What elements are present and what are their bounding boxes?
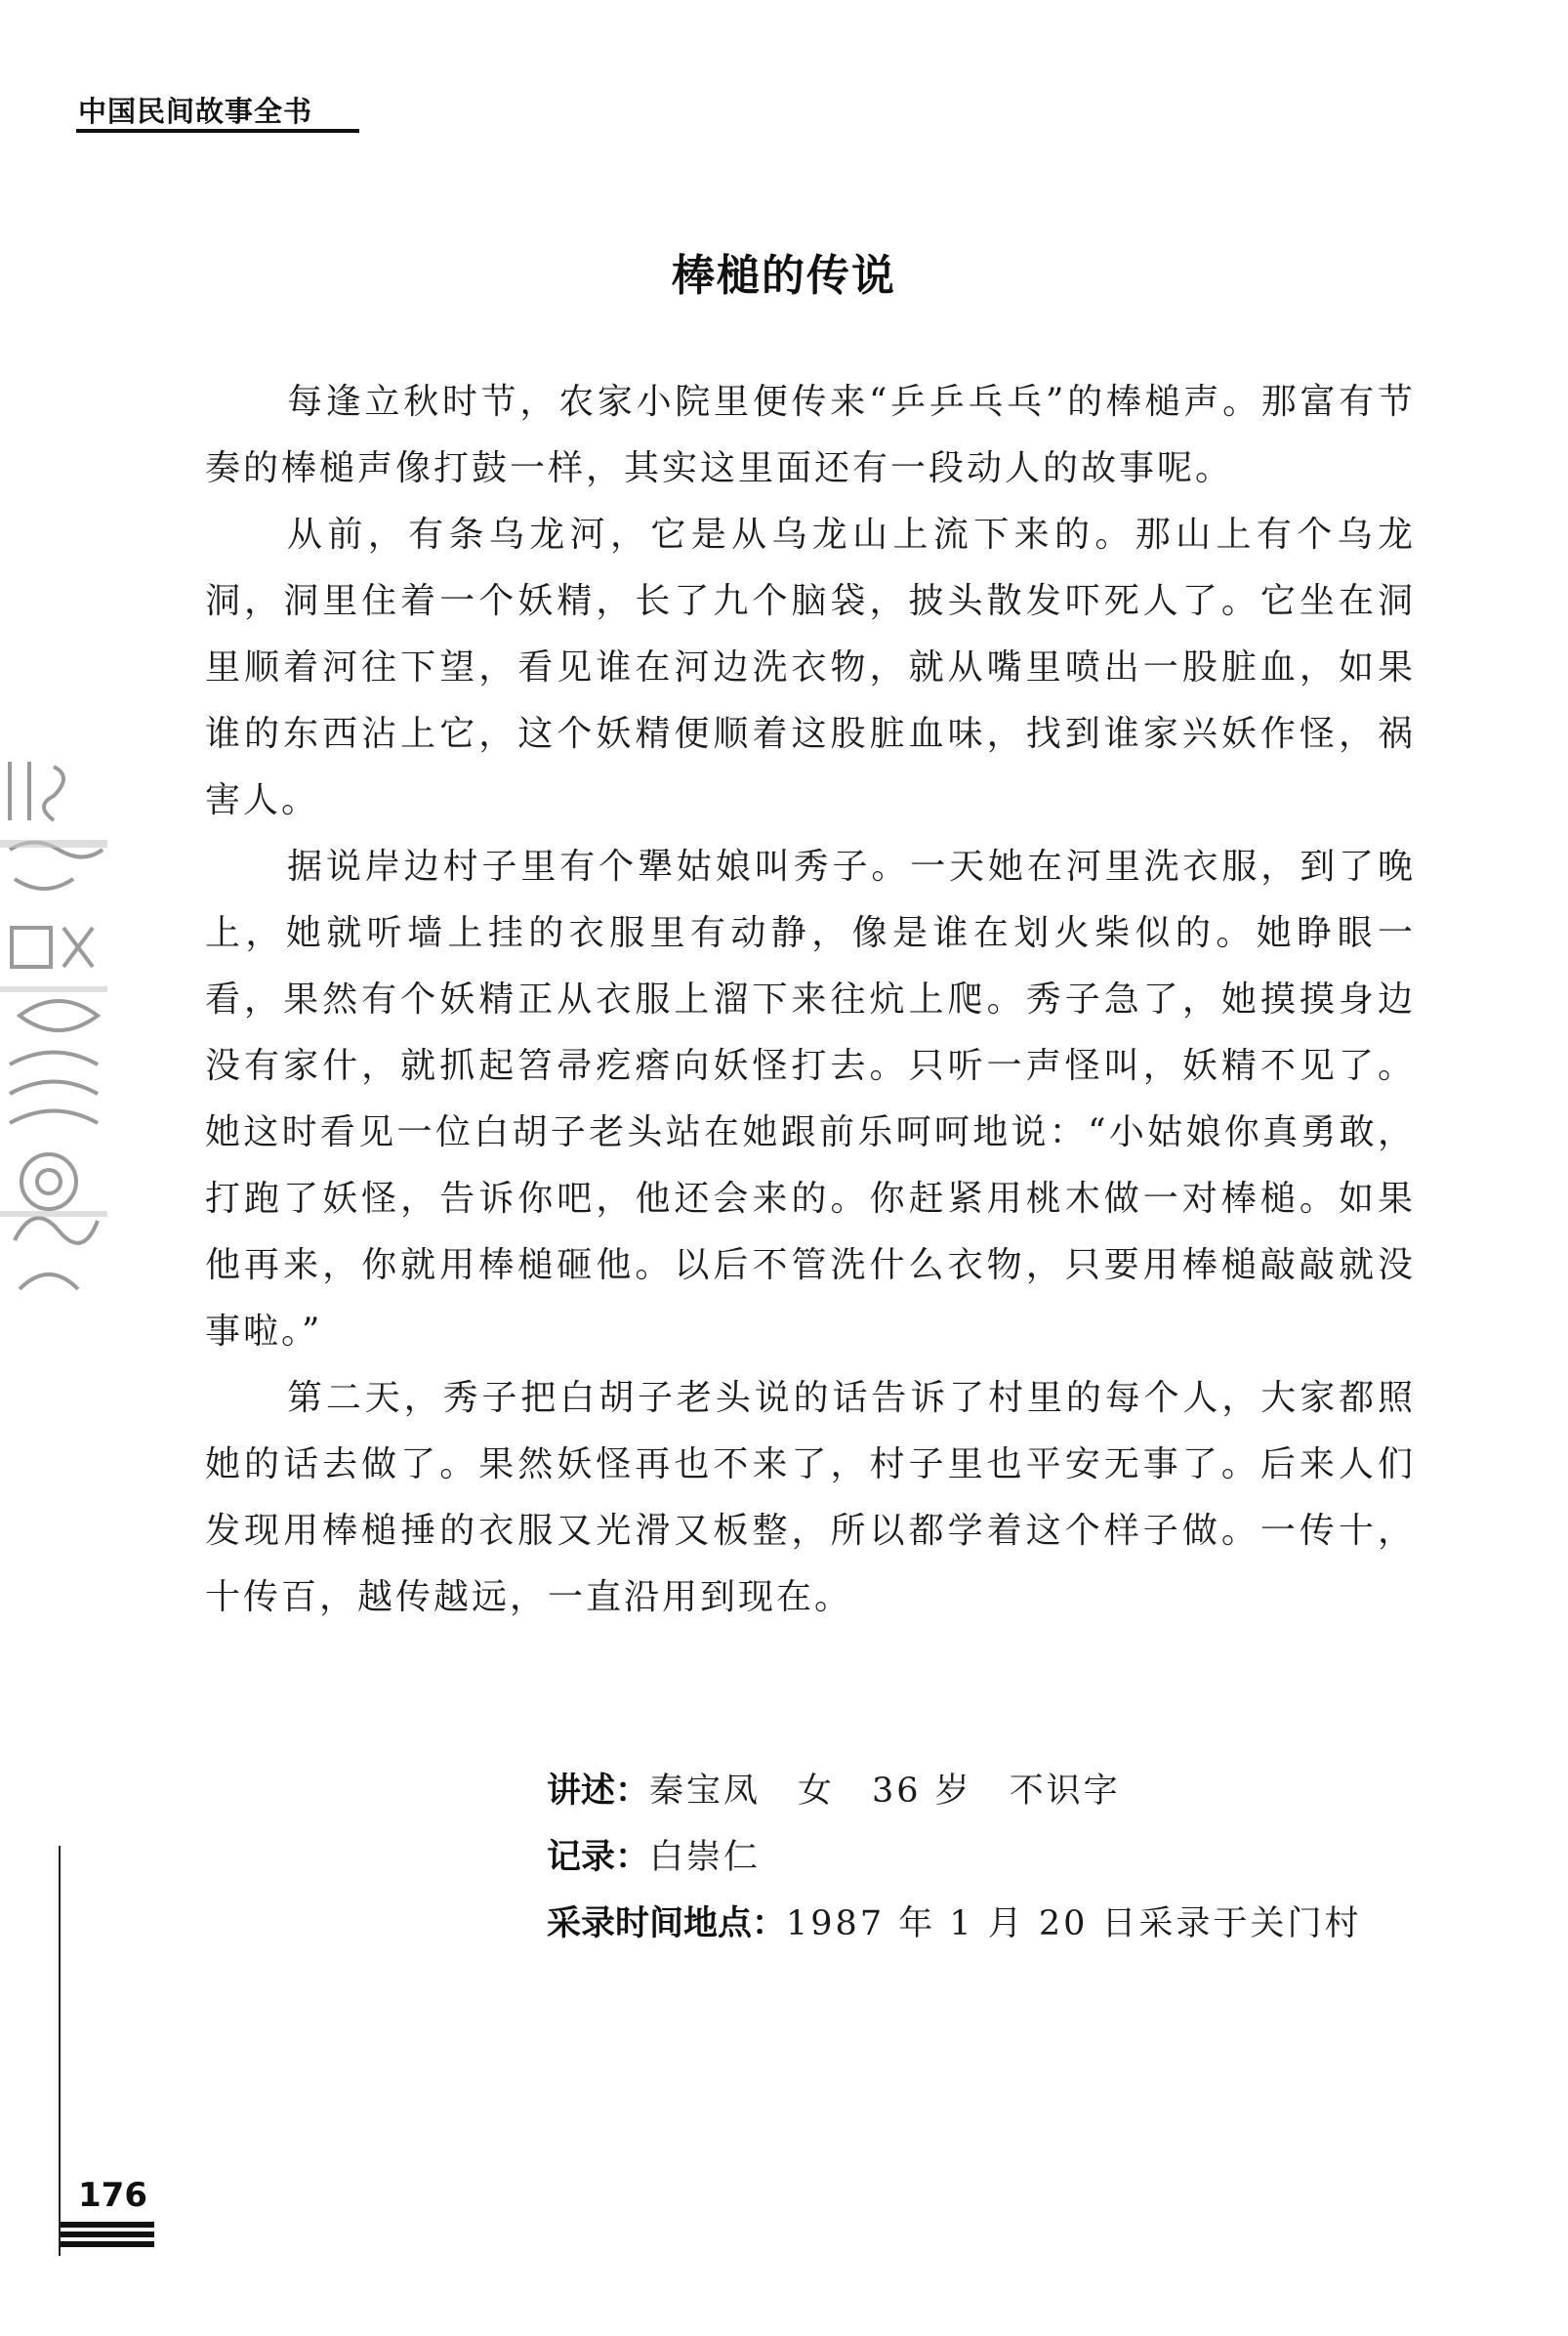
story-body xyxy=(205,369,1416,1631)
credit-recorder xyxy=(547,1824,1425,1891)
credit-time-place xyxy=(547,1891,1425,1957)
credits-block xyxy=(547,1758,1425,1957)
edge-decoration-image xyxy=(0,742,107,1318)
page-bar xyxy=(61,2232,154,2237)
page-number: 176 xyxy=(78,2176,147,2215)
paragraph-3: 据说岸边村子里有个犟姑娘叫秀子。一天她在河里洗衣服，到了晚上，她就听墙上挂的衣服里有动静，像是谁在划火柴似的。她睁眼一看，果然有个妖精正从衣服上溜下来往炕上爬。秀子急了，她摸摸身边没有家什，就抓起笤帚疙瘩向妖怪打去。只听一声怪叫，妖精不见了。她这时看见一位白胡子老头站在她跟前乐呵呵地说：“小姑娘你真勇敢，打跑了妖怪，告诉你吧，他还会来的。你赶紧用桃木做一对棒槌。如果他再来，你就用棒槌砸他。以后不管洗什么衣物，只要用棒槌敲敲就没事啦。” xyxy=(205,847,1416,1352)
credit-narrator xyxy=(547,1758,1425,1824)
series-title: 中国民间故事全书 xyxy=(78,95,313,128)
narrator-label: 讲述： xyxy=(547,1772,650,1811)
page-bar xyxy=(61,2222,154,2228)
narrator-value: 秦宝凤 女 36 岁 不识字 xyxy=(649,1772,1121,1811)
margin-rule xyxy=(59,1846,61,2256)
time-place-value: 1987 年 1 月 20 日采录于关门村 xyxy=(786,1904,1362,1943)
time-place-label: 采录时间地点： xyxy=(547,1904,787,1943)
recorder-label: 记录： xyxy=(547,1838,650,1877)
story-title: 棒槌的传说 xyxy=(672,251,896,301)
page-number-bars xyxy=(61,2222,154,2251)
page-bar xyxy=(61,2241,154,2247)
paragraph-1: 每逢立秋时节，农家小院里便传来“乒乒乓乓”的棒槌声。那富有节奏的棒槌声像打鼓一样，其实这里面还有一段动人的故事呢。 xyxy=(205,382,1416,488)
paragraph-2: 从前，有条乌龙河，它是从乌龙山上流下来的。那山上有个乌龙洞，洞里住着一个妖精，长了九个脑袋，披头散发吓死人了。它坐在洞里顺着河往下望，看见谁在河边洗衣物，就从嘴里喷出一股脏血，如果谁的东西沾上它，这个妖精便顺着这股脏血味，找到谁家兴妖作怪，祸害人。 xyxy=(205,515,1416,820)
paragraph-4: 第二天，秀子把白胡子老头说的话告诉了村里的每个人，大家都照她的话去做了。果然妖怪再也不来了，村子里也平安无事了。后来人们发现用棒槌捶的衣服又光滑又板整，所以都学着这个样子做。一传十，十传百，越传越远，一直沿用到现在。 xyxy=(205,1378,1416,1617)
series-title-rule xyxy=(76,129,359,133)
recorder-value: 白崇仁 xyxy=(649,1838,762,1877)
